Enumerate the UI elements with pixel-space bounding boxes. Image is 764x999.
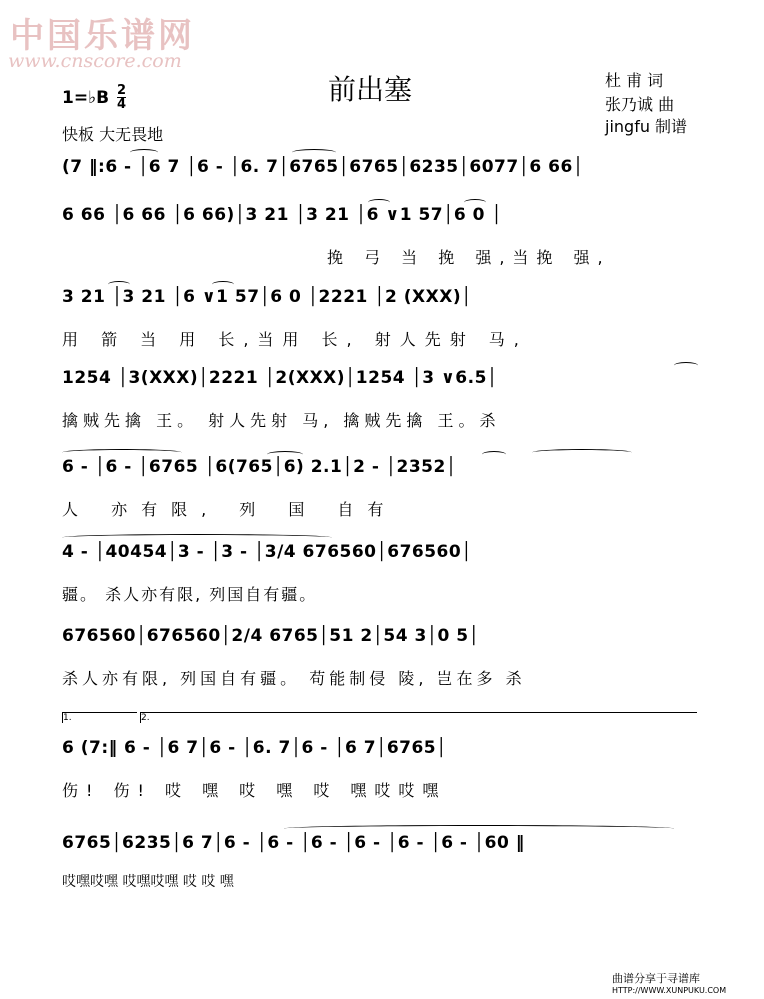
score-system-6 <box>62 542 700 602</box>
score-system-5 <box>62 457 700 517</box>
song-title: 前出塞 <box>328 73 413 106</box>
notation-line: 6765│6235│6 7│6 - │6 - │6 - │6 - │6 - │6 - │60 ‖ <box>62 833 525 853</box>
notation-line: 6 (7:‖ 6 - │6 7│6 - │6. 7│6 - │6 7│6765│ <box>62 738 447 758</box>
slur-mark <box>108 281 130 288</box>
slur-mark <box>212 281 234 288</box>
lyric-line: 哎嘿哎嘿 哎嘿哎嘿 哎 哎 嘿 <box>62 874 234 890</box>
score-system-4 <box>62 368 700 428</box>
time-signature-top: 2 <box>117 83 127 98</box>
score-system-7 <box>62 626 700 686</box>
lyric-line: 疆。 杀人亦有限, 列国自有疆。 <box>62 585 318 604</box>
score-system-2 <box>62 205 700 265</box>
slur-mark <box>267 451 303 458</box>
score-system-8 <box>62 738 700 798</box>
notation-line: 1254 │3(XXX)│2221 │2(XXX)│1254 │3 ∨6.5│ <box>62 368 498 388</box>
time-signature-bottom: 4 <box>117 97 127 112</box>
score-system-3 <box>62 287 700 347</box>
lyric-line: 人 亦有限, 列 国 自有 <box>62 500 398 519</box>
score-system-1 <box>62 157 700 197</box>
notation-line: (7 ‖:6 - │6 7 │6 - │6. 7│6765│6765│6235│6077│6 66│ <box>62 157 584 177</box>
lyric-line: 伤! 伤! 哎 嘿 哎 嘿 哎 嘿哎哎嘿 <box>62 781 447 800</box>
tempo-marking: 快板 大无畏地 <box>62 125 164 144</box>
key-signature: 1=♭B <box>62 88 110 108</box>
lyric-line: 杀人亦有限, 列国自有疆。 苟能制侵 陵, 岂在多 杀 <box>62 669 526 688</box>
transcriber-credit: jingfu 制谱 <box>605 117 688 136</box>
slur-mark <box>674 362 698 369</box>
slur-mark <box>464 199 486 206</box>
watermark-site-name: 中国乐谱网 <box>10 16 195 56</box>
footer-credit: 曲谱分享于寻谱库 <box>612 972 700 985</box>
notation-line: 6 66 │6 66 │6 66)│3 21 │3 21 │6 ∨1 57│6 0 │ <box>62 205 503 225</box>
composer-credit: 张乃诚 曲 <box>605 95 675 114</box>
first-ending-bracket: 1. <box>62 712 137 723</box>
tie-mark <box>62 449 182 456</box>
score-system-9 <box>62 833 700 893</box>
tie-mark <box>532 449 632 456</box>
lyricist-credit: 杜 甫 词 <box>605 71 664 90</box>
notation-line: 6 - │6 - │6765 │6(765│6) 2.1│2 - │2352│ <box>62 457 457 477</box>
time-signature <box>117 84 126 111</box>
tie-mark <box>292 149 336 156</box>
second-ending-bracket: 2. <box>140 712 697 723</box>
footer-url[interactable]: HTTP://WWW.XUNPUKU.COM <box>612 986 727 995</box>
lyric-line: 擒贼先擒 王。 射人先射 马, 擒贼先擒 王。杀 <box>62 411 501 430</box>
slur-mark <box>368 199 390 206</box>
notation-line: 676560│676560│2/4 6765│51 2│54 3│0 5│ <box>62 626 480 646</box>
slur-mark <box>482 451 506 458</box>
watermark-site-url: www.cnscore.com <box>8 50 182 72</box>
lyric-line: 挽 弓 当 挽 强,当挽 强, <box>327 248 611 267</box>
notation-line: 4 - │40454│3 - │3 - │3/4 676560│676560│ <box>62 542 472 562</box>
lyric-line: 用 箭 当 用 长,当用 长, 射人先射 马, <box>62 330 528 349</box>
tie-mark <box>284 825 674 832</box>
tie-mark <box>130 149 158 156</box>
tie-mark <box>62 534 332 541</box>
notation-line: 3 21 │3 21 │6 ∨1 57│6 0 │2221 │2 (XXX)│ <box>62 287 472 307</box>
